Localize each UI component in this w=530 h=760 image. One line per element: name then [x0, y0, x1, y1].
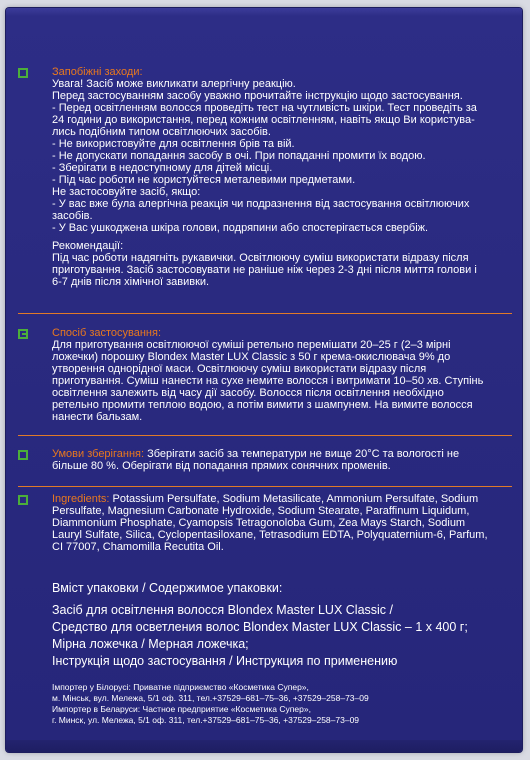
- warnings-section: [18, 66, 516, 306]
- usage-line: освітлення залежить від часу дії засобу. Волосся після освітлення необхідно: [52, 387, 444, 399]
- storage-line-1: Зберігати засіб за температури не вище 20°С та вологості не: [144, 448, 460, 460]
- importer-list: [52, 682, 514, 726]
- usage-marker-icon: [18, 329, 28, 339]
- ingredients-line: CI 77007, Chamomilla Recutita Oil.: [52, 541, 224, 553]
- warning-line: - Під час роботи не користуйтеся металевими предметами.: [52, 174, 356, 186]
- package-panel: [6, 8, 522, 752]
- recommendation-line: приготування. Засіб застосовувати не раніше ніж через 2-3 дні після миття голови і: [52, 264, 477, 276]
- package-line: Средство для осветления волос Blondex Master LUX Classic – 1 х 400 г;: [52, 620, 468, 634]
- warning-line: засобів.: [52, 210, 93, 222]
- usage-line: Для приготування освітлюючої суміші ретельно перемішати 20–25 г (2–3 мірні: [52, 339, 451, 351]
- warning-line: - Не використовуйте для освітлення брів та вій.: [52, 138, 295, 150]
- ingredients-heading: Ingredients:: [52, 493, 110, 505]
- separator-2: [18, 435, 512, 436]
- warning-line: - Зберігати в недоступному для дітей місці.: [52, 162, 273, 174]
- storage-marker-icon: [18, 450, 28, 460]
- package-line: Засіб для освітлення волосся Blondex Master LUX Classic /: [52, 603, 393, 617]
- ingredients-line: Lauryl Sulfate, Silica, Cyclopentasiloxane, Tetrasodium EDTA, Polyquaternium-6, Parfum,: [52, 529, 488, 541]
- warnings-marker-icon: [18, 68, 28, 78]
- importer-info: [52, 682, 514, 726]
- warning-line: - Перед освітленням волосся проведіть тест на чутливість шкіри. Тест проведіть за: [52, 102, 477, 114]
- recommendations-heading: Рекомендації:: [52, 240, 124, 252]
- ingredients-line: Persulfate, Magnesium Carbonate Hydroxide, Sodium Stearate, Paraffinum Liquidum,: [52, 505, 470, 517]
- warning-line: лись подібним типом освітлюючих засобів.: [52, 126, 271, 138]
- recommendations-list: [52, 252, 516, 288]
- package-contents: [52, 580, 514, 670]
- ingredients-marker-icon: [18, 495, 28, 505]
- ingredients-list: [52, 505, 516, 553]
- separator-1: [18, 313, 512, 314]
- warnings-list: [52, 78, 516, 234]
- importer-line: Импортер в Беларуси: Частное предприятие «Косметика Супер»,: [52, 704, 311, 714]
- ingredients-section: [18, 493, 516, 563]
- storage-line-2: більше 80 %. Оберігати від попадання прямих сонячних променів.: [52, 460, 391, 472]
- warning-line: - У вас вже була алергічна реакція чи подразнення від застосування освітлюючих: [52, 198, 470, 210]
- package-title: Вміст упаковки / Содержимое упаковки:: [52, 581, 283, 595]
- package-line: Мірна ложечка / Мерная ложечка;: [52, 637, 249, 651]
- importer-line: г. Минск, ул. Мележа, 5/1 оф. 311, тел.+37529–681–75–36, +37529–258–73–09: [52, 715, 360, 725]
- usage-line: нанести бальзам.: [52, 411, 143, 423]
- usage-line: ложечки) порошку Blondex Master LUX Classic з 50 г крема-окислювача 9% до: [52, 351, 451, 363]
- package-list: [52, 602, 514, 669]
- ingredients-line-1: Potassium Persulfate, Sodium Metasilicate, Ammonium Persulfate, Sodium: [109, 493, 479, 505]
- usage-section: [18, 327, 516, 431]
- bottom-band: [6, 740, 522, 752]
- recommendation-line: Під час роботи надягніть рукавички. Освітлюючу суміш використати відразу після: [52, 252, 469, 264]
- importer-line: Імпортер у Білорусі: Приватне підприємство «Косметика Супер»,: [52, 682, 309, 692]
- storage-section: [18, 448, 516, 482]
- ingredients-line: Diammonium Phosphate, Cyamopsis Tetragonoloba Gum, Zea Mays Starch, Sodium: [52, 517, 466, 529]
- separator-3: [18, 486, 512, 487]
- package-line: Інструкція щодо застосування / Инструкция по применению: [52, 654, 398, 668]
- warning-line: Перед застосуванням засобу уважно прочитайте інструкцію щодо застосування.: [52, 90, 463, 102]
- usage-line: утворення однорідної маси. Освітлюючу суміш використати відразу після: [52, 363, 427, 375]
- warning-line: - Не допускати попадання засобу в очі. При попаданні промити їх водою.: [52, 150, 426, 162]
- warning-line: - У Вас ушкоджена шкіра голови, подряпини або спостерігається свербіж.: [52, 222, 429, 234]
- warning-line: Не застосовуйте засіб, якщо:: [52, 186, 201, 198]
- warning-line: Увага! Засіб може викликати алергічну реакцію.: [52, 78, 296, 90]
- importer-line: м. Мінськ, вул. Мележа, 5/1 оф. 311, тел.+37529–681–75–36, +37529–258–73–09: [52, 693, 369, 703]
- recommendation-line: 6-7 днів після хімічної завивки.: [52, 276, 210, 288]
- warning-line: 24 години до використання, перед кожним освітленням, навіть якщо Ви користува-: [52, 114, 475, 126]
- usage-line: ретельно промити теплою водою, а потім вимити з шампунем. На вимите волосся: [52, 399, 473, 411]
- usage-heading: Спосіб застосування:: [52, 327, 162, 339]
- storage-heading: Умови зберігання:: [52, 448, 145, 460]
- usage-list: [52, 339, 516, 423]
- usage-line: приготування. Суміш нанести на сухе немите волосся і витримати 10–50 хв. Ступінь: [52, 375, 484, 387]
- warnings-heading: Запобіжні заходи:: [52, 66, 143, 78]
